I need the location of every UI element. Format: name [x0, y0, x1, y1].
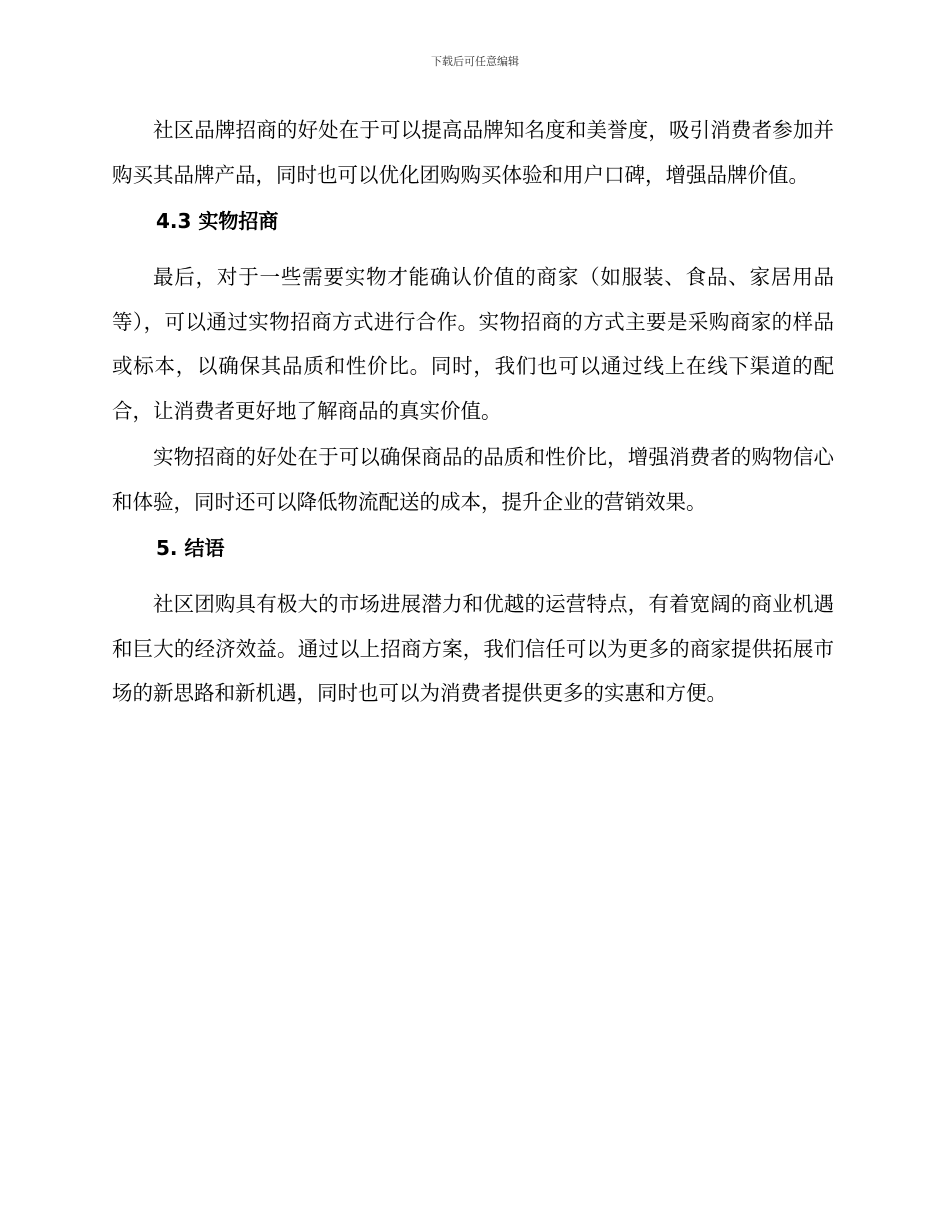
paragraph-brand-benefits: 社区品牌招商的好处在于可以提高品牌知名度和美誉度，吸引消费者参加并购买其品牌产品，同时也可以优化团购购买体验和用户口碑，增强品牌价值。: [112, 118, 834, 187]
section-heading-5: 5. 结语: [156, 536, 225, 560]
section-heading-4-3: 4.3 实物招商: [156, 209, 279, 233]
paragraph-physical-benefits: 实物招商的好处在于可以确保商品的品质和性价比，增强消费者的购物信心和体验，同时还可以降低物流配送的成本，提升企业的营销效果。: [112, 445, 834, 514]
document-body: [112, 108, 834, 718]
paragraph-conclusion: 社区团购具有极大的市场进展潜力和优越的运营特点，有着宽阔的商业机遇和巨大的经济效益。通过以上招商方案，我们信任可以为更多的商家提供拓展市场的新思路和新机遇，同时也可以为消费者提供更多的实惠和方便。: [112, 592, 834, 705]
paragraph-physical-investment: 最后，对于一些需要实物才能确认价值的商家（如服装、食品、家居用品等），可以通过实物招商方式进行合作。实物招商的方式主要是采购商家的样品或标本，以确保其品质和性价比。同时，我们也可以通过线上在线下渠道的配合，让消费者更好地了解商品的真实价值。: [112, 265, 834, 423]
page-header: 下载后可任意编辑: [431, 55, 519, 68]
